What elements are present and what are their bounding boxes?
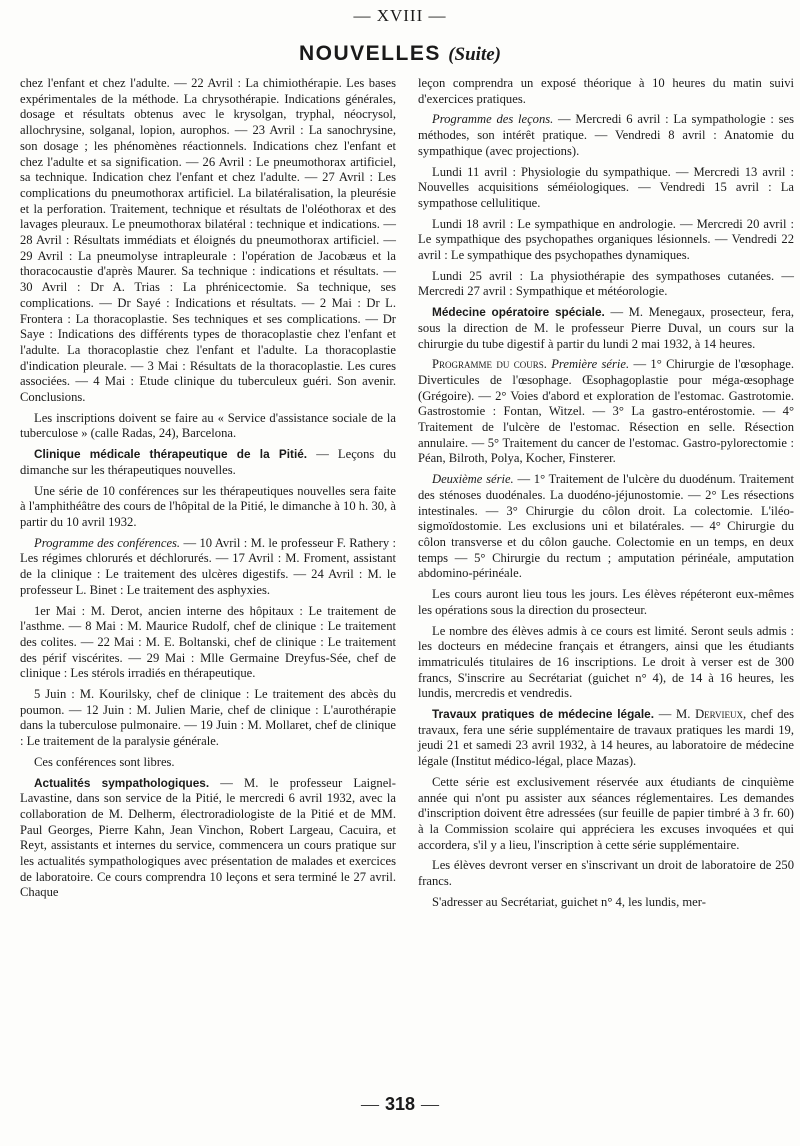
page-footer: — 318 — (360, 1094, 440, 1114)
paragraph: Cette série est exclusivement réservée aux étudiants de cinquième année qui n'ont pu assister aux séances réglementaires. Les demandes d'inscription doivent être adressées (sur feuille de papier timbré à 3 fr. 60) à la Commission scolaire qui appréciera les excuses invoquées et qui accordera, s'il y a lieu, l'inscription à cette série supplémentaire. (418, 774, 794, 852)
section-text: — M. Menegaux, prosecteur, fera, sous la direction de M. le professeur Pierre Duval, un cours sur la chirurgie du tube digestif à partir du lundi 2 mai 1932, à 14 heures. (418, 305, 794, 351)
section-heading: Actualités sympathologiques. (34, 775, 210, 790)
paragraph (418, 112, 794, 159)
right-column (418, 76, 794, 915)
section-medecine-operatoire (418, 305, 794, 352)
section-text: — M. (653, 707, 696, 722)
program-label: Programme des leçons. (432, 112, 554, 127)
program-text: — 1° Chirurgie de l'œsophage. Diverticules de l'œsophage. Œsophagoplastie pour méga-œsophage (Grégoire). — 2° Voies d'abord et exploration de l'estomac. Gastrotomie. Gastrostomie : Fontan, Witzel. — 3° La gastro-entérostomie. — 4° Traitement de l'ulcère de l'estomac. Résection en selle. Résection annulaire. — 5° Traitement du cancer de l'estomac. Gastro-pylorectomie : Péan, Bilroth, Polya, Kocher, Finsterer. (418, 357, 795, 466)
paragraph: Une série de 10 conférences sur les thérapeutiques nouvelles sera faite à l'amphithéâtre des cours de l'hôpital de la Pitié, le dimanche à 10 h. 30, à partir du 10 avril 1932. (20, 483, 396, 529)
paragraph (418, 357, 794, 467)
page-title (0, 42, 800, 66)
paragraph: Les inscriptions doivent se faire au « Service d'assistance sociale de la tuberculose » (calle Radas, 24), Barcelona. (20, 410, 396, 441)
left-column (20, 76, 396, 906)
page-number: 318 (384, 1094, 416, 1114)
paragraph: Lundi 25 avril : La physiothérapie des sympathoses cutanées. — Mercredi 27 avril : Sympathique et météorologie. (418, 268, 794, 299)
series-label: Première série. (551, 357, 630, 372)
paragraph: Lundi 11 avril : Physiologie du sympathique. — Mercredi 13 avril : Nouvelles acquisitions séméiologiques. — Vendredi 15 avril : La sympathose cellulitique. (418, 164, 794, 210)
program-text: — Mercredi 6 avril : La sympathologie : ses méthodes, son intérêt pratique. — Vendredi 8 avril : Anatomie du sympathique (avec projections). (418, 112, 794, 158)
paragraph: 5 Juin : M. Kourilsky, chef de clinique : Le traitement des abcès du poumon. — 12 Juin : M. Julien Marie, chef de clinique : L'aurothérapie dans la tuberculose pulmonaire. — 19 Juin : M. Mollaret, chef de clinique : Le traitement de la paralysie générale. (20, 687, 396, 749)
section-travaux-pratiques (418, 707, 794, 770)
program-text: — 10 Avril : M. le professeur F. Rathery : Les régimes chlorurés et déchlorurés. — 17 Avril : M. Froment, assistant de la clinique : Le traitement des ulcères digestifs. — 24 Avril : M. le professeur L. Binet : Le traitement des asphyxies. (20, 535, 396, 597)
paragraph: Le nombre des élèves admis à ce cours est limité. Seront seuls admis : les docteurs en médecine français et étrangers, ainsi que les étudiants immatriculés titulaires de 16 inscriptions. Le droit à verser est de 300 francs, S'inscrire au Secrétariat (guichet n° 4), de 14 à 16 heures, les lundis, mercredis et vendredis. (418, 623, 794, 701)
paragraph (20, 536, 396, 599)
paragraph: chez l'enfant et chez l'adulte. — 22 Avril : La chimiothérapie. Les bases expérimentales de la méthode. La chrysothérapie. Indications générales, dosage et résultats obtenus avec le krysolgan, tryphal, néocrysol, allochrysine, solganal, lopion, aurophos. — 23 Avril : La sanochrysine, son dosage ; les phénomènes réactionnels. Indications chez l'enfant et chez l'adulte et sa signification. — 26 Avril : Le pneumothorax artificiel, sa technique. Indication chez l'enfant et chez l'adulte. — 27 Avril : Les complications du pneumothorax artificiel. La bilatéralisation, la pleurésie et la perforation. Traitement, technique et résultats de l'oléothorax et des lavages pleuraux. Le pneumothorax bilatéral : technique et indications. — 28 Avril : Résultats immédiats et éloignés du pneumothorax artificiel. — 29 Avril : La pneumolyse intrapleurale : l'opération de Jacobæus et la thoracocaustie d'après Maurer. Sa technique : indications et résultats. — 30 Avril : Dr A. Trias : La phrénicectomie. Sa technique, ses complications. — Dr Sayé : Indications et résultats. — 2 Mai : Dr L. Frontera : La thoracoplastie. Ses techniques et ses complications. — Dr Saye : Indications des différents types de thoracoplastie chez l'enfant et l'adulte. La thoracoplastie chez l'enfant et l'adulte. La thoracoplastie d'indication pleurale. — 3 Mai : Résultats de la thoracoplastie. Les cures associées. — 4 Mai : Etude clinique du tuberculeux guéri. Son avenir. Conclusions. (20, 76, 396, 405)
section-clinique-medicale (20, 447, 396, 478)
title-main: NOUVELLES (299, 42, 441, 65)
author-name: Dervieux (695, 707, 743, 722)
section-actualites (20, 776, 396, 902)
paragraph: Les cours auront lieu tous les jours. Les élèves répéteront eux-mêmes les opérations sous la direction du prosecteur. (418, 587, 794, 617)
paragraph: leçon comprendra un exposé théorique à 10 heures du matin suivi d'exercices pratiques. (418, 76, 794, 106)
section-text: — Leçons du dimanche sur les thérapeutiques nouvelles. (20, 447, 396, 477)
program-text: — 1° Traitement de l'ulcère du duodénum. Traitement des sténoses duodénales. La duodéno-jéjunostomie. — 2° Les résections intestinales. — 3° Chirurgie du côlon droit. La colectomie. L'iléo-sigmoïdostomie. Les exclusions uni et bilatérales. — 4° Chirurgie du côlon transverse et du côlon gauche. Colectomie en un temps, en deux temps — 5° Chirurgie du rectum ; amputation périnéale, amputation abdomino-périnéale. (418, 472, 794, 581)
title-suite: (Suite) (448, 44, 501, 65)
series-label: Deuxième série. (432, 472, 514, 487)
paragraph: S'adresser au Secrétariat, guichet n° 4, les lundis, mer- (432, 894, 706, 909)
paragraph (418, 472, 794, 582)
section-heading: Travaux pratiques de médecine légale. (432, 707, 654, 722)
section-heading: Clinique médicale thérapeutique de la Pitié. (34, 447, 308, 462)
paragraph: Les élèves devront verser en s'inscrivant un droit de laboratoire de 250 francs. (418, 858, 794, 889)
section-text: — M. le professeur Laignel-Lavastine, dans son service de la Pitié, le mercredi 6 avril 1932, avec la collaboration de M. Delherm, électroradiologiste de la Pitié et de MM. Paul Georges, Pierre Kahn, Jean Vinchon, Robert Largeau, Cacuira, et Reyt, assistants et internes du service, commencera un cours pratique sur les actualités sympathologiques avec présentation de malades et exercices de laboratoire. Ce cours comprendra 10 leçons et sera terminé le 27 avril. Chaque (20, 775, 396, 900)
program-label: Programme des conférences. (34, 535, 181, 550)
section-text: , chef des travaux, fera une série supplémentaire de travaux pratiques les mardi 19, jeudi 21 et samedi 23 avril 1932, à 14 heures, au laboratoire de médecine légale (Institut médico-légal, place Mazas). (418, 707, 794, 769)
paragraph: Ces conférences sont libres. (34, 754, 175, 769)
section-heading: Médecine opératoire spéciale. (432, 305, 605, 320)
paragraph: 1er Mai : M. Derot, ancien interne des hôpitaux : Le traitement de l'asthme. — 8 Mai : M. Maurice Rudolf, chef de clinique : Le traitement des colites. — 22 Mai : M. E. Boltanski, chef de clinique : Le traitement des périf viscérites. — 29 Mai : Mlle Germaine Dreyfus-Sée, chef de clinique : Les stérols irradiés en thérapeutique. (20, 603, 396, 681)
program-label: Programme du cours. (432, 357, 547, 372)
roman-page-number: — XVIII — (353, 6, 447, 25)
paragraph: Lundi 18 avril : Le sympathique en andrologie. — Mercredi 20 avril : Le sympathique des psychopathes organiques lésionnels. — Vendredi 22 avril : Le sympathique des psychopathes dynamiques. (418, 216, 794, 263)
